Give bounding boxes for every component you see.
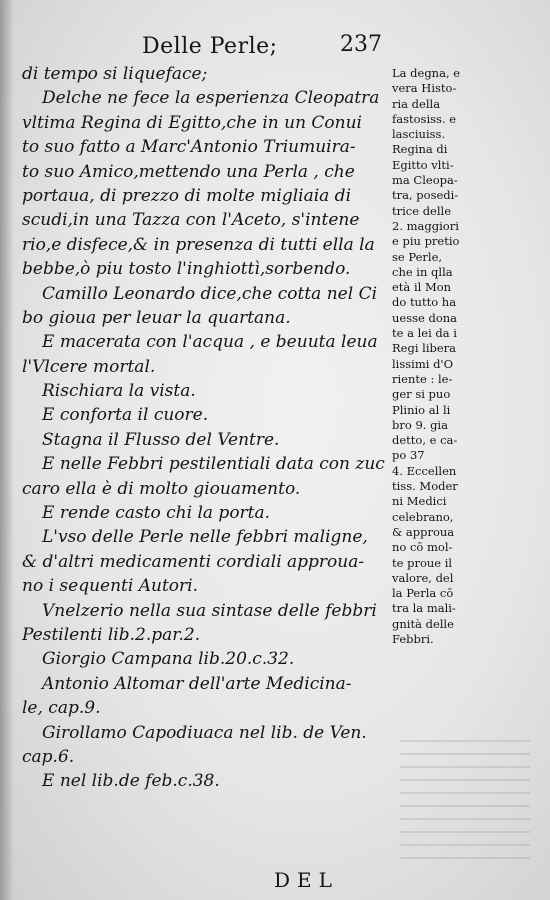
- margin-note-line: età il Mon: [392, 280, 452, 295]
- margin-note-line: ma Cleopa-: [392, 173, 458, 188]
- text-line: Rischiara la vista.: [42, 381, 196, 402]
- margin-note-line: ria della: [392, 96, 441, 111]
- text-line: to suo Amico,mettendo una Perla , che: [22, 161, 355, 182]
- margin-note-line: te a lei da i: [392, 326, 457, 341]
- margin-note-line: no cō mol-: [392, 540, 453, 555]
- margin-note-line: la Perla cō: [392, 586, 454, 601]
- text-line: to suo fatto a Marc'Antonio Triumuira-: [22, 137, 356, 158]
- text-line: le, cap.9.: [22, 698, 101, 719]
- margin-note-line: celebrano,: [392, 509, 454, 524]
- margin-note-line: do tutto ha: [392, 295, 457, 310]
- margin-note-line: tra la mali-: [392, 601, 456, 616]
- text-line: bo gioua per leuar la quartana.: [22, 307, 291, 328]
- margin-note-line: se Perle,: [392, 249, 443, 264]
- margin-note-line: Febbri.: [392, 631, 434, 646]
- catchword: DEL: [274, 868, 339, 892]
- margin-note-line: 4. Eccellen: [392, 463, 457, 478]
- text-line: caro ella è di molto giouamento.: [22, 478, 301, 499]
- text-line: Pestilenti lib.2.par.2.: [22, 624, 201, 645]
- text-line: rio,e disfece,& in presenza di tutti ella la: [22, 234, 375, 255]
- text-line: Delche ne fece la esperienza Cleopatra: [42, 88, 380, 109]
- margin-note-line: gnità delle: [392, 616, 454, 631]
- text-line: Camillo Leonardo dice,che cotta nel Ci: [42, 283, 378, 304]
- margin-note-line: & approua: [392, 524, 455, 539]
- text-line: Antonio Altomar dell'arte Medicina-: [42, 673, 352, 694]
- margin-note-line: tiss. Moder: [392, 479, 458, 494]
- text-line: scudi,in una Tazza con l'Aceto, s'intene: [22, 210, 360, 231]
- margin-note-line: ger si puo: [392, 387, 451, 402]
- text-line: E rende casto chi la porta.: [42, 503, 271, 524]
- margin-note-line: ni Medici: [392, 494, 447, 509]
- margin-note-line: Regi libera: [392, 341, 457, 356]
- text-line: cap.6.: [22, 746, 75, 767]
- text-line: di tempo si liqueface;: [22, 64, 208, 84]
- margin-note-column: [392, 66, 504, 647]
- margin-note-line: fastosiss. e: [392, 111, 457, 126]
- page-edge-shadow: [0, 0, 14, 900]
- text-line: L'vso delle Perle nelle febbri maligne,: [42, 527, 368, 548]
- margin-note-line: uesse dona: [392, 310, 458, 325]
- text-line: E nel lib.de feb.c.38.: [42, 771, 220, 792]
- page-number: 237: [340, 32, 382, 57]
- margin-note-line: Egitto vlti-: [392, 157, 454, 172]
- margin-note-line: che in qlla: [392, 264, 453, 279]
- text-line: Giorgio Campana lib.20.c.32.: [42, 649, 295, 670]
- text-line: & d'altri medicamenti cordiali approua-: [22, 551, 365, 572]
- main-text-column: [22, 62, 387, 794]
- text-line: Vnelzerio nella sua sintase delle febbri: [42, 600, 377, 621]
- running-title: Delle Perle;: [142, 34, 278, 59]
- text-line: E nelle Febbri pestilentiali data con zuc: [42, 454, 385, 475]
- margin-note-line: Plinio al li: [392, 402, 451, 417]
- margin-note-line: te proue il: [392, 555, 453, 570]
- margin-note-line: valore, del: [392, 570, 454, 585]
- text-line: Stagna il Flusso del Ventre.: [42, 429, 280, 450]
- text-line: no i sequenti Autori.: [22, 576, 198, 597]
- show-through-bleed: [400, 740, 530, 860]
- text-line: E conforta il cuore.: [42, 405, 209, 426]
- margin-note-line: La degna, e: [392, 66, 461, 80]
- text-line: l'Vlcere mortal.: [22, 356, 156, 377]
- text-line: Girollamo Capodiuaca nel lib. de Ven.: [42, 722, 367, 743]
- text-line: bebbe,ò piu tosto l'inghiottì,sorbendo.: [22, 259, 351, 280]
- margin-note-line: trice delle: [392, 203, 452, 218]
- text-line: portaua, di prezzo di molte migliaia di: [22, 185, 352, 206]
- margin-note-line: riente : le-: [392, 371, 453, 386]
- margin-note-line: tra, posedi-: [392, 188, 459, 203]
- text-line: vltima Regina di Egitto,che in un Conui: [22, 112, 362, 133]
- text-line: E macerata con l'acqua , e beuuta leua: [42, 332, 378, 353]
- margin-note-line: e piu pretio: [392, 234, 460, 249]
- margin-note-line: vera Histo-: [392, 81, 457, 96]
- margin-note-line: detto, e ca-: [392, 433, 458, 448]
- margin-note-line: lissimi d'O: [392, 356, 454, 371]
- margin-note-line: bro 9. gia: [392, 417, 448, 432]
- margin-note-line: Regina di: [392, 142, 448, 157]
- margin-note-line: lasciuiss.: [392, 127, 446, 142]
- margin-note-line: 2. maggiori: [392, 218, 459, 233]
- margin-note-line: po 37: [392, 448, 425, 463]
